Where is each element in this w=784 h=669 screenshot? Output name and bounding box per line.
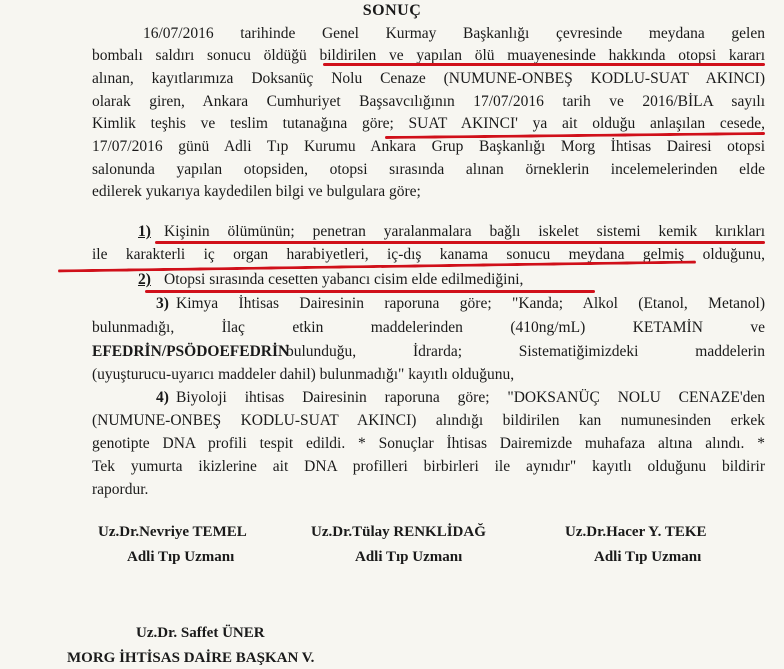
item-4-number	[156, 388, 169, 408]
paragraph-line: bombalı saldırı sonucu öldüğü bildirilen ve yapılan ölü muayenesinde hakkında otopsi kararı	[92, 47, 765, 64]
item-4-line: genotipte DNA profili tespit edildi. * Sonuçlar İhtisas Dairemizde muhafaza altına alındı. *	[92, 435, 765, 452]
item-number: 3)	[156, 295, 169, 312]
paragraph-line: alınan, kayıtlarımıza Doksanüç Nolu Cenaze (NUMUNE-ONBEŞ KODLU-SUAT AKINCI)	[92, 70, 765, 87]
item-number: 4)	[156, 389, 169, 406]
signature-name: Uz.Dr.Hacer Y. TEKE	[565, 524, 707, 540]
item-2-line: Otopsi sırasında cesetten yabancı cisim elde edilmediğini,	[164, 271, 524, 288]
paragraph-line: 16/07/2016 tarihinde Genel Kurmay Başkanlığı çevresinde meydana gelen	[143, 25, 765, 42]
item-number: 1)	[138, 223, 151, 240]
paragraph-line: olarak giren, Ankara Cumhuriyet Başsavcılığının 17/07/2016 tarih ve 2016/BİLA sayılı	[92, 93, 765, 110]
item-2-number	[138, 270, 151, 290]
signature-role: Adli Tıp Uzmanı	[594, 549, 702, 565]
signature-role: Adli Tıp Uzmanı	[127, 549, 235, 565]
signature-name: Uz.Dr.Tülay RENKLİDAĞ	[311, 524, 486, 540]
department-head-name: Uz.Dr. Saffet ÜNER	[136, 625, 265, 641]
item-4-line: Biyoloji ihtisas Dairesinin raporuna göre; "DOKSANÜÇ NOLU CENAZE'den	[176, 389, 765, 406]
drug-name: EFEDRİN/PSÖDOEFEDRİN	[92, 343, 290, 360]
red-underline-annotation	[323, 63, 765, 66]
item-3-drug-name	[92, 342, 289, 362]
item-4-line: rapordur.	[92, 481, 149, 498]
red-underline-annotation	[155, 241, 765, 244]
paragraph-line: edilerek yukarıya kaydedilen bilgi ve bulgulara göre;	[92, 183, 421, 200]
item-3-line: Kimya İhtisas Dairesinin raporuna göre; "Kanda; Alkol (Etanol, Metanol)	[176, 295, 765, 312]
red-underline-annotation	[145, 290, 595, 293]
document-title: SONUÇ	[362, 2, 422, 19]
item-number: 2)	[138, 271, 151, 288]
item-4-line: Tek yumurta ikizlerine ait DNA profilleri birbirleri ile aynıdır" kayıtlı olduğunu bildirir	[92, 458, 765, 475]
paragraph-line: 17/07/2016 günü Adli Tıp Kurumu Ankara Grup Başkanlığı Morg İhtisas Dairesi otopsi	[92, 138, 765, 155]
item-3-line: bulunmadığı, İlaç etkin maddelerinden (410ng/mL) KETAMİN ve	[92, 319, 765, 336]
item-1-line: Kişinin ölümünün; penetran yaralanmalara bağlı iskelet sistemi kemik kırıkları	[164, 223, 765, 240]
item-4-line: (NUMUNE-ONBEŞ KODLU-SUAT AKINCI) alındığı bildirilen kan numunesinden erkek	[92, 412, 765, 429]
signature-role: Adli Tıp Uzmanı	[355, 549, 463, 565]
item-3-line: (uyuşturucu-uyarıcı maddeler dahil) bulunmadığı" kayıtlı olduğunu,	[92, 366, 515, 383]
signature-name: Uz.Dr.Nevriye TEMEL	[98, 524, 247, 540]
item-1-line: ile karakterli iç organ harabiyetleri, iç-dış kanama sonucu meydana gelmiş olduğunu,	[92, 246, 765, 263]
item-1-number	[138, 222, 151, 242]
item-3-number	[156, 294, 169, 314]
paragraph-line: Kimlik teşhis ve teslim tutanağına göre; SUAT AKINCI' ya ait olduğu anlaşılan cesede,	[92, 115, 765, 132]
paragraph-line: salonunda yapılan otopsiden, otopsi sırasında alınan örneklerin incelemelerinden elde	[92, 161, 765, 178]
department-head-role: MORG İHTİSAS DAİRE BAŞKAN V.	[67, 650, 315, 666]
item-3-line: bulunduğu, İdrarda; Sistematiğimizdeki maddelerin	[286, 343, 765, 360]
